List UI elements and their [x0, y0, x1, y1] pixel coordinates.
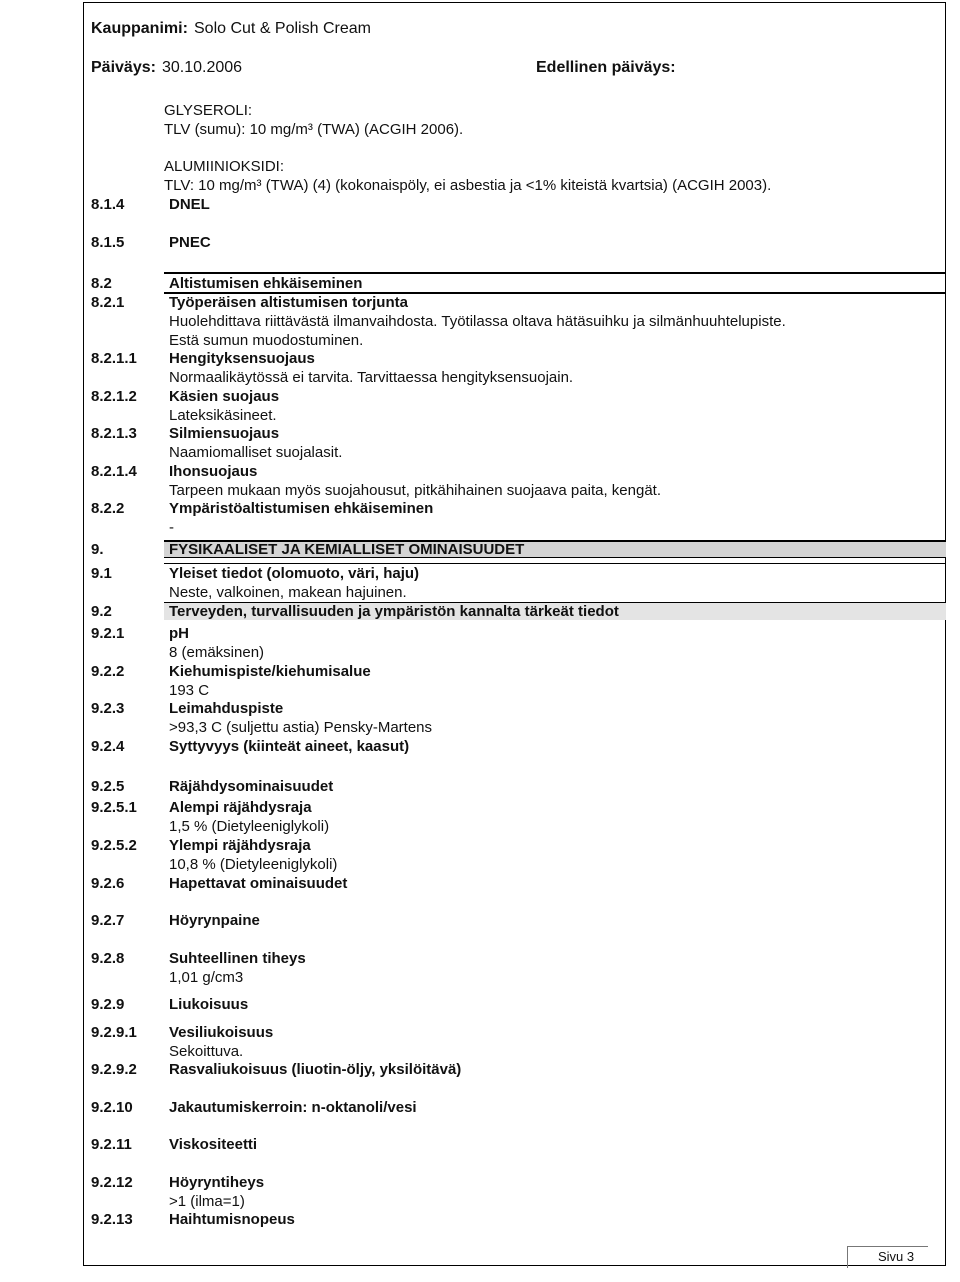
row-title: Yleiset tiedot (olomuoto, väri, haju) — [169, 565, 420, 582]
row-number: 9.2.7 — [91, 912, 125, 929]
row-number: 8.1.4 — [91, 196, 125, 213]
row-title: Työperäisen altistumisen torjunta — [169, 294, 408, 311]
row-title: Suhteellinen tiheys — [169, 950, 306, 967]
row-title: DNEL — [169, 196, 210, 213]
row-number: 9.2.13 — [91, 1211, 133, 1228]
page-number: Sivu 3 — [878, 1249, 915, 1264]
row-number: 9.2.5.1 — [91, 799, 137, 816]
row-title: PNEC — [169, 234, 211, 251]
row-title: Altistumisen ehkäiseminen — [169, 275, 363, 292]
row-text: Naamiomalliset suojalasit. — [169, 444, 343, 461]
row-number: 9. — [91, 541, 104, 558]
row-text: >1 (ilma=1) — [169, 1193, 245, 1210]
row-title: Ympäristöaltistumisen ehkäiseminen — [169, 500, 434, 517]
row-text: 8 (emäksinen) — [169, 644, 265, 661]
row-number: 9.2.9.1 — [91, 1024, 137, 1041]
row-title: Höyrynpaine — [169, 912, 260, 929]
alumina-name: ALUMIINIOKSIDI: — [164, 158, 285, 175]
row-title: Viskositeetti — [169, 1136, 258, 1153]
tradename-value: Solo Cut & Polish Cream — [194, 20, 371, 37]
row-number: 8.1.5 — [91, 234, 125, 251]
row-text: 193 C — [169, 682, 210, 699]
row-title: Ylempi räjähdysraja — [169, 837, 311, 854]
row-text: Estä sumun muodostuminen. — [169, 332, 364, 349]
row-text: Huolehdittava riittävästä ilmanvaihdosta. Työtilassa oltava hätäsuihku ja silmänhuuhtelupiste. — [169, 313, 786, 330]
row-text: Neste, valkoinen, makean hajuinen. — [169, 584, 407, 601]
row-number: 9.2.10 — [91, 1099, 133, 1116]
date-value: 30.10.2006 — [162, 59, 243, 76]
row-title: Terveyden, turvallisuuden ja ympäristön kannalta tärkeät tiedot — [169, 603, 619, 620]
row-title: Höyryntiheys — [169, 1174, 265, 1191]
row-title: Hapettavat ominaisuudet — [169, 875, 348, 892]
row-title: Hengityksensuojaus — [169, 350, 315, 367]
previous-date-label: Edellinen päiväys: — [536, 59, 676, 76]
row-number: 8.2.1.1 — [91, 350, 137, 367]
glycerol-name: GLYSEROLI: — [164, 102, 253, 119]
row-title: Räjähdysominaisuudet — [169, 778, 334, 795]
row-text: Tarpeen mukaan myös suojahousut, pitkähihainen suojaava paita, kengät. — [169, 482, 661, 499]
row-number: 9.2 — [91, 603, 112, 620]
row-text: Normaalikäytössä ei tarvita. Tarvittaessa hengityksensuojain. — [169, 369, 574, 386]
row-title: Alempi räjähdysraja — [169, 799, 312, 816]
row-title: Kiehumispiste/kiehumisalue — [169, 663, 371, 680]
row-number: 9.2.5.2 — [91, 837, 137, 854]
row-title: Silmiensuojaus — [169, 425, 280, 442]
row-number: 8.2.2 — [91, 500, 125, 517]
row-number: 9.2.11 — [91, 1136, 132, 1153]
row-text: Sekoittuva. — [169, 1043, 244, 1060]
row-number: 8.2.1.4 — [91, 463, 137, 480]
row-number: 9.2.2 — [91, 663, 125, 680]
row-number: 8.2.1.3 — [91, 425, 137, 442]
row-text: >93,3 C (suljettu astia) Pensky-Martens — [169, 719, 433, 736]
row-number: 9.1 — [91, 565, 112, 582]
alumina-tlv: TLV: 10 mg/m³ (TWA) (4) (kokonaispöly, ei asbestia ja <1% kiteistä kvartsia) (ACGIH 2003). — [164, 177, 772, 194]
row-text: 1,5 % (Dietyleeniglykoli) — [169, 818, 330, 835]
row-number: 9.2.1 — [91, 625, 125, 642]
row-title: Käsien suojaus — [169, 388, 280, 405]
date-label: Päiväys: — [91, 59, 156, 76]
row-title: Liukoisuus — [169, 996, 249, 1013]
row-number: 9.2.9 — [91, 996, 125, 1013]
row-text: - — [169, 519, 174, 536]
glycerol-tlv: TLV (sumu): 10 mg/m³ (TWA) (ACGIH 2006). — [164, 121, 464, 138]
row-text: 1,01 g/cm3 — [169, 969, 244, 986]
tradename-label: Kauppanimi: — [91, 20, 188, 37]
row-title: Rasvaliukoisuus (liuotin-öljy, yksilöitävä) — [169, 1061, 462, 1078]
row-number: 9.2.12 — [91, 1174, 133, 1191]
row-number: 9.2.9.2 — [91, 1061, 137, 1078]
row-title: FYSIKAALISET JA KEMIALLISET OMINAISUUDET — [169, 541, 525, 558]
row-title: Jakautumiskerroin: n-oktanoli/vesi — [169, 1099, 417, 1116]
row-title: Leimahduspiste — [169, 700, 284, 717]
row-title: Ihonsuojaus — [169, 463, 258, 480]
row-number: 8.2 — [91, 275, 112, 292]
row-number: 8.2.1.2 — [91, 388, 137, 405]
row-text: Lateksikäsineet. — [169, 407, 277, 424]
row-number: 9.2.4 — [91, 738, 125, 755]
row-number: 9.2.5 — [91, 778, 125, 795]
row-text: 10,8 % (Dietyleeniglykoli) — [169, 856, 338, 873]
row-number: 9.2.3 — [91, 700, 125, 717]
row-title: Haihtumisnopeus — [169, 1211, 295, 1228]
section-rule-9-1 — [164, 563, 946, 564]
section-rule-8-2 — [164, 272, 946, 274]
row-number: 9.2.8 — [91, 950, 125, 967]
row-title: pH — [169, 625, 189, 642]
row-title: Vesiliukoisuus — [169, 1024, 274, 1041]
row-number: 9.2.6 — [91, 875, 125, 892]
row-number: 8.2.1 — [91, 294, 125, 311]
row-title: Syttyvyys (kiinteät aineet, kaasut) — [169, 738, 410, 755]
